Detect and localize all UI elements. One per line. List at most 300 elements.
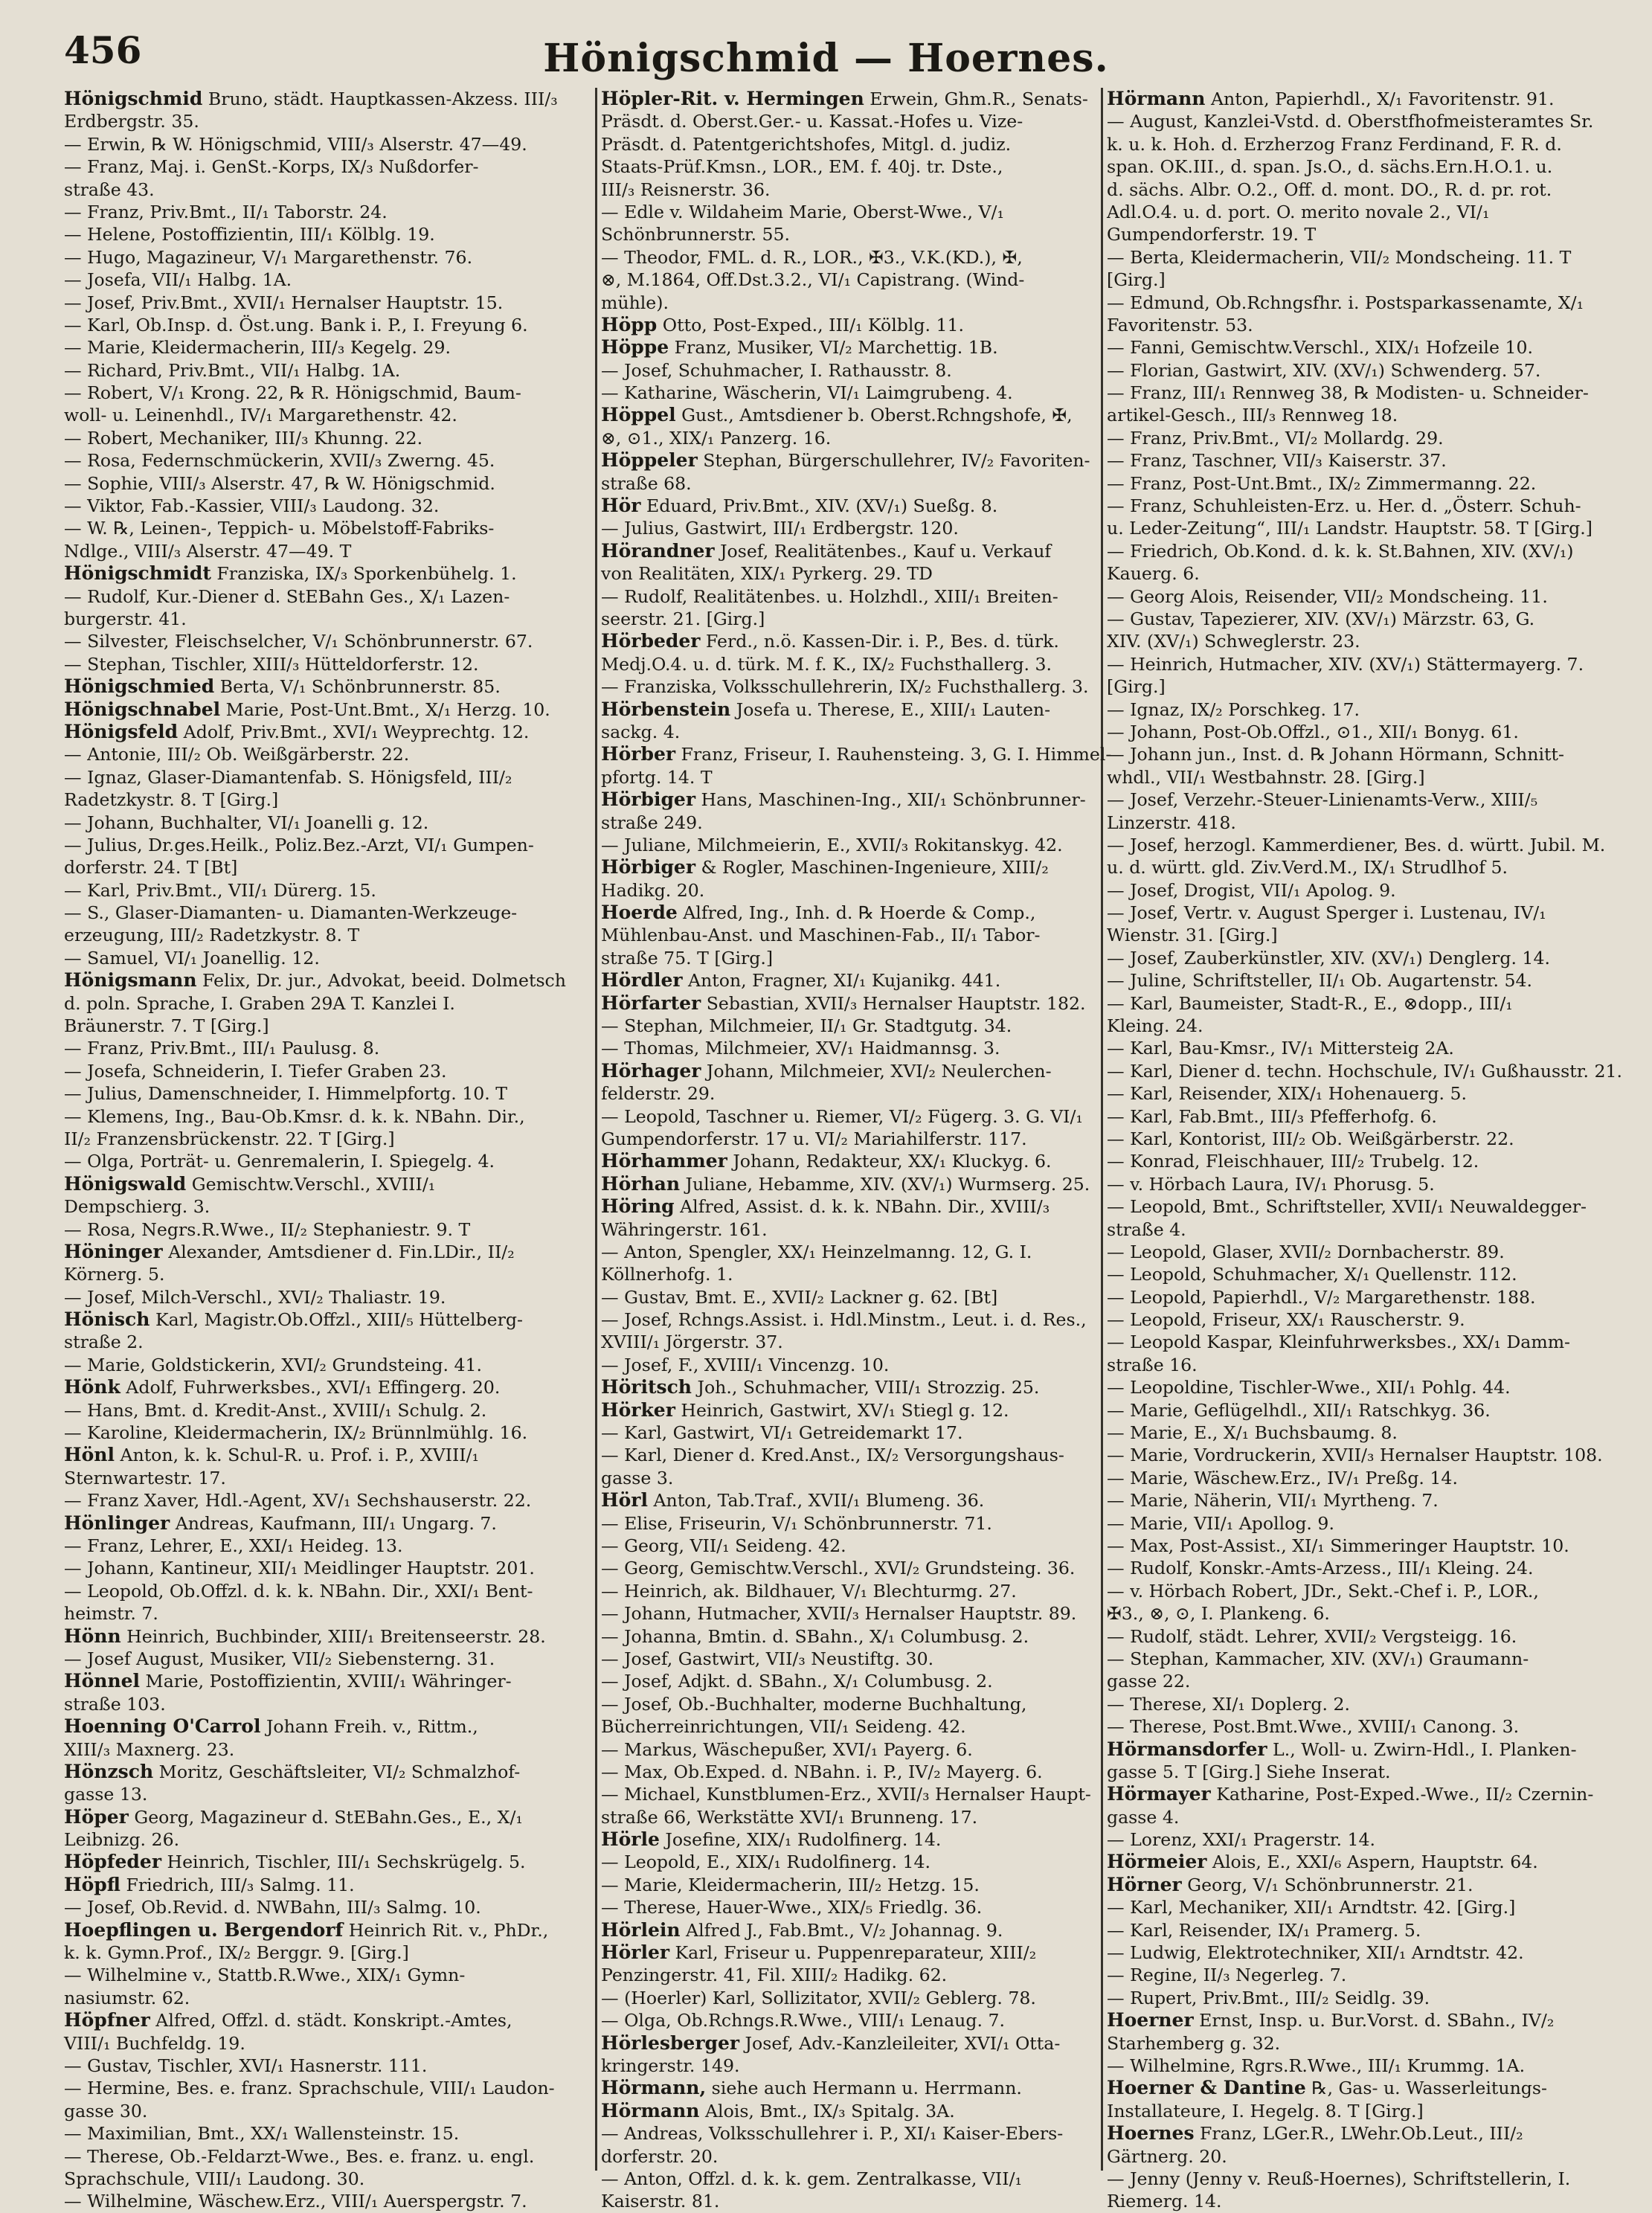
directory-line <box>601 653 1095 675</box>
directory-line <box>601 1173 1095 1195</box>
entry-text: — Jenny (Jenny v. Reuß-Hoernes), Schriftstellerin, I. <box>1107 2168 1571 2189</box>
directory-line <box>601 404 1095 426</box>
entry-text: — Klemens, Ing., Bau-Ob.Kmsr. d. k. k. NBahn. Dir., <box>64 1105 525 1127</box>
directory-line <box>1107 924 1627 946</box>
entry-text: — v. Hörbach Robert, JDr., Sekt.-Chef i. P., LOR., <box>1107 1580 1539 1602</box>
directory-line <box>64 1874 589 1896</box>
entry-surname: Hönisch <box>64 1308 150 1331</box>
entry-text: Franz, LGer.R., LWehr.Ob.Leut., III/₂ <box>1194 2123 1523 2145</box>
entry-text: kringerstr. 149. <box>601 2055 740 2076</box>
entry-surname: Hörmann, <box>601 2077 707 2099</box>
entry-text: Anton, Fragner, XI/₁ Kujanikg. 441. <box>682 970 1001 992</box>
directory-line <box>601 1218 1095 1241</box>
entry-surname: Hörbeder <box>601 630 701 652</box>
directory-line <box>601 1648 1095 1670</box>
directory-line <box>64 1512 589 1535</box>
entry-text: Ernst, Insp. u. Bur.Vorst. d. SBahn., IV/₂ <box>1193 2010 1555 2031</box>
entry-surname: Hönigswald <box>64 1172 187 1195</box>
entry-text: — Wilhelmine, Wäschew.Erz., VIII/₁ Auerspergstr. 7. <box>64 2191 527 2212</box>
directory-line <box>601 1941 1095 1964</box>
directory-line <box>1107 1082 1627 1105</box>
entry-text: — Franz, Taschner, VII/₃ Kaiserstr. 37. <box>1107 450 1447 472</box>
directory-line <box>1107 766 1627 788</box>
entry-surname: Hör <box>601 495 641 517</box>
entry-surname: Hönigsmann <box>64 969 197 992</box>
entry-text: Medj.O.4. u. d. türk. M. f. K., IX/₂ Fuchsthallerg. 3. <box>601 653 1052 675</box>
directory-line <box>601 1444 1095 1466</box>
entry-text: — Karoline, Kleidermacherin, IX/₂ Brünnlmühlg. 16. <box>64 1422 528 1444</box>
directory-line <box>1107 292 1627 314</box>
entry-text: heimstr. 7. <box>64 1603 158 1625</box>
directory-line <box>64 1851 589 1873</box>
directory-line <box>601 246 1095 269</box>
directory-line <box>601 1128 1095 1150</box>
entry-text: Favoritenstr. 53. <box>1107 314 1253 335</box>
directory-line <box>64 1195 589 1218</box>
directory-line <box>1107 88 1627 110</box>
entry-text: — Katharine, Wäscherin, VI/₁ Laimgrubeng. 4. <box>601 382 1013 404</box>
entry-text: — Josefa, Schneiderin, I. Tiefer Graben 23. <box>64 1060 447 1082</box>
entry-text: Ndlge., VIII/₃ Alserstr. 47—49. T <box>64 540 352 562</box>
directory-line <box>1107 1399 1627 1422</box>
entry-surname: Hönlinger <box>64 1512 170 1534</box>
entry-text: — Gustav, Tapezierer, XIV. (XV/₁) Märzstr. 63, G. <box>1107 608 1535 629</box>
directory-line <box>1107 472 1627 495</box>
directory-line <box>1107 1467 1627 1489</box>
running-head: Hönigschmid — Hoernes. <box>543 36 1109 81</box>
directory-line <box>601 110 1095 132</box>
entry-surname: Hönigsfeld <box>64 720 179 742</box>
directory-line <box>1107 902 1627 924</box>
entry-text: — Josef August, Musiker, VII/₂ Siebensterng. 31. <box>64 1648 495 1669</box>
directory-line <box>64 1806 589 1828</box>
entry-surname: Höpfner <box>64 2009 150 2031</box>
directory-line <box>1107 1512 1627 1535</box>
entry-text: — Julius, Gastwirt, III/₁ Erdbergstr. 120. <box>601 518 959 539</box>
entry-text: VIII/₁ Buchfeldg. 19. <box>64 2032 245 2054</box>
entry-text: — Regine, II/₃ Negerleg. 7. <box>1107 1965 1347 1986</box>
directory-line <box>1107 1218 1627 1241</box>
directory-column-3 <box>1107 88 1627 2212</box>
entry-text: — Therese, Ob.-Feldarzt-Wwe., Bes. e. franz. u. engl. <box>64 2145 535 2167</box>
directory-line <box>64 1919 589 1941</box>
entry-text: — Max, Ob.Exped. d. NBahn. i. P., IV/₂ Mayerg. 6. <box>601 1761 1043 1782</box>
entry-text: siehe auch Hermann u. Herrmann. <box>706 2078 1022 2099</box>
entry-text: — Karl, Fab.Bmt., III/₃ Pfefferhofg. 6. <box>1107 1105 1437 1127</box>
entry-text: ⊗, M.1864, Off.Dst.3.2., VI/₁ Capistrang. (Wind- <box>601 269 1025 291</box>
directory-line <box>64 1150 589 1172</box>
entry-surname: Höpfl <box>64 1873 120 1895</box>
directory-line <box>1107 1195 1627 1218</box>
entry-surname: Hörlein <box>601 1918 681 1941</box>
entry-text: — Rudolf, Realitätenbes. u. Holzhdl., XIII/₁ Breiten- <box>601 585 1058 607</box>
directory-line <box>64 2100 589 2122</box>
directory-line <box>64 110 589 132</box>
entry-text: — Leopold, Schuhmacher, X/₁ Quellenstr. 112. <box>1107 1264 1517 1285</box>
directory-line <box>1107 1263 1627 1285</box>
directory-line <box>64 155 589 178</box>
directory-line <box>601 155 1095 178</box>
directory-line <box>601 1354 1095 1376</box>
entry-surname: Hörbenstein <box>601 698 731 720</box>
entry-surname: Höppe <box>601 336 669 359</box>
entry-text: — Leopold, Friseur, XX/₁ Rauscherstr. 9. <box>1107 1309 1465 1331</box>
entry-text: Installateure, I. Hegelg. 8. T [Girg.] <box>1107 2100 1424 2122</box>
entry-text: — Ignaz, IX/₂ Porschkeg. 17. <box>1107 698 1360 720</box>
entry-text: — Marie, E., X/₁ Buchsbaumg. 8. <box>1107 1422 1398 1444</box>
directory-line <box>1107 1150 1627 1172</box>
directory-line <box>601 2032 1095 2055</box>
entry-text: Präsdt. d. Oberst.Ger.- u. Kassat.-Hofes u. Vize- <box>601 111 1023 132</box>
directory-line <box>64 743 589 765</box>
entry-text: span. OK.III., d. span. Js.O., d. sächs.Ern.H.O.1. u. <box>1107 156 1553 178</box>
directory-line <box>1107 314 1627 336</box>
directory-line <box>601 1060 1095 1082</box>
entry-text: — W. ℞, Leinen-, Teppich- u. Möbelstoff-Fabriks- <box>64 518 495 539</box>
entry-text: — (Hoerler) Karl, Sollizitator, XVII/₂ Geblerg. 78. <box>601 1987 1036 2008</box>
directory-line <box>601 1376 1095 1398</box>
directory-line <box>601 1602 1095 1625</box>
directory-line <box>64 2145 589 2168</box>
entry-text: — Josef, Drogist, VII/₁ Apolog. 9. <box>1107 879 1396 901</box>
directory-line <box>1107 1693 1627 1715</box>
entry-surname: Hörner <box>1107 1873 1182 1895</box>
entry-text: — Robert, V/₁ Krong. 22, ℞ R. Hönigschmid, Baum- <box>64 382 521 404</box>
entry-text: Juliane, Hebamme, XIV. (XV/₁) Wurmserg. 25. <box>680 1173 1090 1195</box>
entry-text: dorferstr. 20. <box>601 2145 719 2167</box>
entry-text: Bruno, städt. Hauptkassen-Akzess. III/₃ <box>202 89 558 109</box>
entry-text: Schönbrunnerstr. 55. <box>601 224 790 245</box>
directory-line <box>64 223 589 245</box>
entry-text: — Franz, Lehrer, E., XXI/₁ Heideg. 13. <box>64 1535 403 1556</box>
entry-text: Stephan, Bürgerschullehrer, IV/₂ Favoriten- <box>697 450 1090 472</box>
directory-line <box>601 1535 1095 1557</box>
entry-text: — Markus, Wäschepußer, XVI/₁ Payerg. 6. <box>601 1738 973 1760</box>
entry-text: — Robert, Mechaniker, III/₃ Khunng. 22. <box>64 427 423 449</box>
entry-surname: Höppel <box>601 404 676 426</box>
directory-line <box>1107 2009 1627 2031</box>
entry-text: Erdbergstr. 35. <box>64 111 199 132</box>
entry-text: — Johann jun., Inst. d. ℞ Johann Hörmann, Schnitt- <box>1107 744 1564 765</box>
entry-text: Währingerstr. 161. <box>601 1218 768 1240</box>
entry-text: Sprachschule, VIII/₁ Laudong. 30. <box>64 2168 365 2189</box>
directory-line <box>1107 2055 1627 2077</box>
entry-text: Alfred, Assist. d. k. k. NBahn. Dir., XVIII/₃ <box>674 1196 1050 1218</box>
entry-text: Starhemberg g. 32. <box>1107 2032 1281 2054</box>
directory-line <box>64 1602 589 1625</box>
entry-text: — Theodor, FML. d. R., LOR., ✠3., V.K.(KD.), ✠, <box>601 246 1023 268</box>
directory-line <box>601 2190 1095 2212</box>
directory-line <box>601 585 1095 608</box>
entry-text: Moritz, Geschäftsleiter, VI/₂ Schmalzhof- <box>153 1761 521 1782</box>
directory-line <box>1107 653 1627 675</box>
directory-line <box>64 1964 589 1986</box>
entry-text: Franziska, IX/₃ Sporkenbühelg. 1. <box>210 563 517 585</box>
entry-text: Gust., Amtsdiener b. Oberst.Rchngshofe, ✠, <box>675 405 1073 426</box>
entry-text: — S., Glaser-Diamanten- u. Diamanten-Werkzeuge- <box>64 902 518 924</box>
directory-line <box>1107 382 1627 404</box>
entry-text: — Johanna, Bmtin. d. SBahn., X/₁ Columbusg. 2. <box>601 1625 1029 1647</box>
directory-line <box>64 902 589 924</box>
directory-line <box>64 292 589 314</box>
entry-text: Ferd., n.ö. Kassen-Dir. i. P., Bes. d. türk. <box>700 631 1059 652</box>
directory-line <box>64 1489 589 1512</box>
directory-line <box>64 1422 589 1444</box>
directory-line <box>601 1037 1095 1059</box>
entry-text: — Heinrich, Hutmacher, XIV. (XV/₁) Stättermayerg. 7. <box>1107 653 1584 675</box>
entry-surname: Hörhager <box>601 1059 701 1082</box>
entry-text: whdl., VII/₁ Westbahnstr. 28. [Girg.] <box>1107 766 1425 788</box>
entry-text: — Gustav, Bmt. E., XVII/₂ Lackner g. 62. [Bt] <box>601 1286 998 1308</box>
directory-line <box>64 969 589 992</box>
directory-line <box>64 2032 589 2055</box>
directory-line <box>1107 1308 1627 1331</box>
directory-line <box>64 1105 589 1128</box>
directory-line <box>64 1376 589 1398</box>
entry-text: gasse 5. T [Girg.] Siehe Inserat. <box>1107 1761 1391 1782</box>
directory-line <box>601 1874 1095 1896</box>
entry-text: Wienstr. 31. [Girg.] <box>1107 925 1278 946</box>
directory-line <box>1107 1444 1627 1466</box>
directory-line <box>601 1919 1095 1941</box>
directory-line <box>1107 562 1627 585</box>
entry-surname: Hörle <box>601 1828 660 1851</box>
directory-line <box>1107 1715 1627 1738</box>
entry-surname: Hörl <box>601 1489 648 1512</box>
directory-line <box>64 1467 589 1489</box>
directory-line <box>64 495 589 517</box>
directory-line <box>64 924 589 946</box>
entry-text: Felix, Dr. jur., Advokat, beeid. Dolmetsch <box>196 970 566 992</box>
directory-line <box>64 1738 589 1761</box>
directory-line <box>601 1580 1095 1602</box>
entry-text: — Anton, Spengler, XX/₁ Heinzelmanng. 12, G. I. <box>601 1241 1032 1262</box>
entry-text: — Franziska, Volksschullehrerin, IX/₂ Fuchsthallerg. 3. <box>601 676 1089 698</box>
entry-text: u. Leder-Zeitung“, III/₁ Landstr. Hauptstr. 58. T [Girg.] <box>1107 518 1592 539</box>
entry-text: Bräunerstr. 7. T [Girg.] <box>64 1015 269 1037</box>
entry-surname: Höper <box>64 1805 129 1828</box>
directory-line <box>1107 947 1627 969</box>
entry-surname: Hörbiger <box>601 856 696 879</box>
entry-surname: Hörhammer <box>601 1150 727 1172</box>
entry-text: Staats-Prüf.Kmsn., LOR., EM. f. 40j. tr. Dste., <box>601 156 1003 178</box>
entry-text: L., Woll- u. Zwirn-Hdl., I. Planken- <box>1267 1738 1577 1760</box>
entry-surname: Höninger <box>64 1240 163 1262</box>
directory-line <box>601 1738 1095 1761</box>
directory-line <box>601 969 1095 992</box>
directory-line <box>601 675 1095 698</box>
entry-text: Sebastian, XVII/₃ Hernalser Hauptstr. 182. <box>701 992 1086 1014</box>
entry-text: — Franz, Post-Unt.Bmt., IX/₂ Zimmermanng. 22. <box>1107 472 1537 494</box>
directory-line <box>601 472 1095 495</box>
entry-text: — Heinrich, ak. Bildhauer, V/₁ Blechturmg. 27. <box>601 1580 1017 1602</box>
entry-text: — August, Kanzlei-Vstd. d. Oberstfhofmeisteramtes Sr. <box>1107 111 1594 132</box>
directory-line <box>601 1150 1095 1172</box>
entry-text: straße 16. <box>1107 1354 1198 1375</box>
entry-text: Sternwartestr. 17. <box>64 1467 226 1488</box>
entry-text: Mühlenbau-Anst. und Maschinen-Fab., II/₁ Tabor- <box>601 925 1041 946</box>
directory-line <box>64 608 589 630</box>
directory-line <box>1107 1738 1627 1761</box>
directory-line <box>601 2122 1095 2145</box>
entry-text: gasse 4. <box>1107 1806 1180 1828</box>
entry-text: — Florian, Gastwirt, XIV. (XV/₁) Schwenderg. 57. <box>1107 359 1541 381</box>
entry-surname: Höpp <box>601 313 658 335</box>
entry-surname: Hördler <box>601 969 683 992</box>
entry-text: — Juline, Schriftsteller, II/₁ Ob. Augartenstr. 54. <box>1107 970 1533 992</box>
entry-text: — Josef, Zauberkünstler, XIV. (XV/₁) Denglerg. 14. <box>1107 947 1550 969</box>
entry-text: — Max, Post-Assist., XI/₁ Simmeringer Hauptstr. 10. <box>1107 1535 1569 1556</box>
directory-line <box>1107 1422 1627 1444</box>
directory-line <box>64 2122 589 2145</box>
directory-line <box>1107 133 1627 155</box>
directory-line <box>601 743 1112 765</box>
entry-text: — Viktor, Fab.-Kassier, VIII/₃ Laudong. 32. <box>64 495 440 517</box>
entry-surname: Höring <box>601 1195 675 1218</box>
directory-line <box>64 1648 589 1670</box>
entry-text: — Johann, Post-Ob.Offzl., ⊙1., XII/₁ Bonyg. 61. <box>1107 721 1519 742</box>
entry-surname: Höritsch <box>601 1376 692 1398</box>
directory-line <box>64 1354 589 1376</box>
directory-line <box>64 1693 589 1715</box>
entry-text: Karl, Magistr.Ob.Offzl., XIII/₅ Hüttelberg- <box>150 1309 523 1331</box>
directory-line <box>1107 812 1627 834</box>
directory-line <box>64 653 589 675</box>
directory-line <box>601 133 1095 155</box>
directory-line <box>601 1783 1095 1805</box>
entry-text: — Karl, Kontorist, III/₂ Ob. Weißgärberstr. 22. <box>1107 1128 1514 1149</box>
directory-line <box>64 630 589 652</box>
entry-text: — Friedrich, Ob.Kond. d. k. k. St.Bahnen, XIV. (XV/₁) <box>1107 540 1574 562</box>
directory-line <box>64 698 589 721</box>
directory-line <box>64 812 589 834</box>
entry-text: — Josef, Milch-Verschl., XVI/₂ Thaliastr. 19. <box>64 1286 446 1308</box>
entry-text: Joh., Schuhmacher, VIII/₁ Strozzig. 25. <box>692 1377 1040 1398</box>
entry-text: — Antonie, III/₂ Ob. Weißgärberstr. 22. <box>64 744 410 765</box>
entry-text: gasse 13. <box>64 1784 148 1805</box>
entry-text: — Konrad, Fleischhauer, III/₂ Trubelg. 12. <box>1107 1151 1479 1172</box>
directory-line <box>601 1625 1095 1648</box>
entry-text: — Josefa, VII/₁ Halbg. 1A. <box>64 269 292 291</box>
entry-text: straße 2. <box>64 1332 144 1353</box>
directory-line <box>601 902 1095 924</box>
directory-line <box>64 1557 589 1579</box>
directory-line <box>1107 2190 1627 2212</box>
entry-text: — Olga, Porträt- u. Genremalerin, I. Spiegelg. 4. <box>64 1151 495 1172</box>
directory-line <box>601 427 1095 449</box>
directory-line <box>64 449 589 472</box>
directory-line <box>64 1263 589 1285</box>
entry-surname: Hörker <box>601 1398 675 1421</box>
directory-line <box>601 1015 1095 1037</box>
directory-line <box>601 1399 1095 1422</box>
entry-text: — Franz, Priv.Bmt., VI/₂ Mollardg. 29. <box>1107 427 1444 449</box>
directory-line <box>1107 2100 1627 2122</box>
entry-text: Hadikg. 20. <box>601 879 705 901</box>
entry-text: Adolf, Priv.Bmt., XVI/₁ Weyprechtg. 12. <box>178 721 530 742</box>
directory-column-1 <box>64 88 589 2212</box>
directory-line <box>1107 630 1627 652</box>
directory-line <box>64 562 589 585</box>
entry-text: Johann, Milchmeier, XVI/₂ Neulerchen- <box>701 1060 1052 1082</box>
entry-text: Alois, Bmt., IX/₃ Spitalg. 3A. <box>699 2100 955 2122</box>
directory-line <box>1107 1489 1627 1512</box>
directory-line <box>601 540 1095 562</box>
entry-surname: Hörlesberger <box>601 2031 740 2054</box>
entry-surname: Hönigschmid <box>64 88 203 109</box>
entry-text: — Wilhelmine, Rgrs.R.Wwe., III/₁ Krummg. 1A. <box>1107 2055 1526 2076</box>
entry-surname: Hönn <box>64 1625 121 1647</box>
entry-surname: Hoenning O'Carrol <box>64 1715 261 1738</box>
directory-line <box>64 1173 589 1195</box>
entry-text: — Josef, Gastwirt, VII/₃ Neustiftg. 30. <box>601 1648 934 1669</box>
entry-text: — Leopold, Glaser, XVII/₂ Dornbacherstr. 89. <box>1107 1241 1505 1262</box>
entry-text: — Olga, Ob.Rchngs.R.Wwe., VIII/₁ Lenaug. 7. <box>601 2010 1005 2031</box>
entry-text: — Josef, Priv.Bmt., XVII/₁ Hernalser Hauptstr. 15. <box>64 292 504 313</box>
entry-text: — Marie, Goldstickerin, XVI/₂ Grundsteing. 41. <box>64 1354 483 1375</box>
directory-line <box>64 947 589 969</box>
directory-line <box>601 201 1095 223</box>
directory-line <box>1107 359 1627 382</box>
directory-line <box>1107 2032 1627 2055</box>
directory-line <box>64 1715 589 1738</box>
directory-line <box>1107 856 1627 879</box>
entry-text: Karl, Friseur u. Puppenreparateur, XIII/₂ <box>669 1942 1037 1964</box>
entry-text: Penzingerstr. 41, Fil. XIII/₂ Hadikg. 62. <box>601 1965 948 1986</box>
directory-line <box>64 2077 589 2099</box>
entry-surname: Hörmann <box>601 2099 700 2122</box>
directory-line <box>601 1828 1095 1851</box>
entry-text: — Leopold, Ob.Offzl. d. k. k. NBahn. Dir., XXI/₁ Bent- <box>64 1580 533 1602</box>
entry-text: — Marie, VII/₁ Apollog. 9. <box>1107 1512 1334 1534</box>
entry-text: — Hans, Bmt. d. Kredit-Anst., XVIII/₁ Schulg. 2. <box>64 1399 487 1421</box>
entry-surname: Hoerde <box>601 902 678 924</box>
entry-text: — Maximilian, Bmt., XX/₁ Wallensteinstr. 15. <box>64 2123 460 2145</box>
directory-line <box>64 517 589 539</box>
directory-line <box>64 1128 589 1150</box>
entry-text: Heinrich, Buchbinder, XIII/₁ Breitenseerstr. 28. <box>120 1625 546 1647</box>
entry-text: — Franz, Maj. i. GenSt.-Korps, IX/₃ Nußdorfer- <box>64 156 479 178</box>
directory-line <box>1107 201 1627 223</box>
directory-line <box>64 201 589 223</box>
entry-text: Alfred J., Fab.Bmt., V/₂ Johannag. 9. <box>680 1919 1003 1941</box>
directory-line <box>1107 1015 1627 1037</box>
entry-text: — Michael, Kunstblumen-Erz., XVII/₃ Hernalser Haupt- <box>601 1784 1091 1805</box>
entry-text: — Hermine, Bes. e. franz. Sprachschule, VIII/₁ Laudon- <box>64 2078 555 2099</box>
directory-line <box>601 2055 1095 2077</box>
entry-text: — Johann, Kantineur, XII/₁ Meidlinger Hauptstr. 201. <box>64 1558 535 1579</box>
entry-text: straße 103. <box>64 1693 166 1715</box>
entry-text: — Ludwig, Elektrotechniker, XII/₁ Arndtstr. 42. <box>1107 1942 1524 1964</box>
entry-text: Gärtnerg. 20. <box>1107 2145 1227 2167</box>
entry-text: — Therese, XI/₁ Doplerg. 2. <box>1107 1693 1350 1715</box>
entry-text: gasse 30. <box>64 2100 148 2122</box>
directory-line <box>1107 517 1627 539</box>
entry-text: — Elise, Friseurin, V/₁ Schönbrunnerstr. 71. <box>601 1512 992 1534</box>
directory-line <box>1107 2077 1627 2099</box>
directory-line <box>1107 1580 1627 1602</box>
entry-surname: Hörbiger <box>601 788 696 811</box>
entry-surname: Höpfeder <box>64 1851 161 1873</box>
directory-line <box>1107 110 1627 132</box>
directory-line <box>64 1941 589 1964</box>
directory-line <box>601 1896 1095 1918</box>
entry-text: — Samuel, VI/₁ Joanellig. 12. <box>64 947 320 969</box>
entry-surname: Hönigschmied <box>64 675 215 698</box>
directory-line <box>601 2077 1095 2099</box>
directory-line <box>601 2145 1095 2168</box>
entry-text: XIV. (XV/₁) Schweglerstr. 23. <box>1107 631 1360 652</box>
